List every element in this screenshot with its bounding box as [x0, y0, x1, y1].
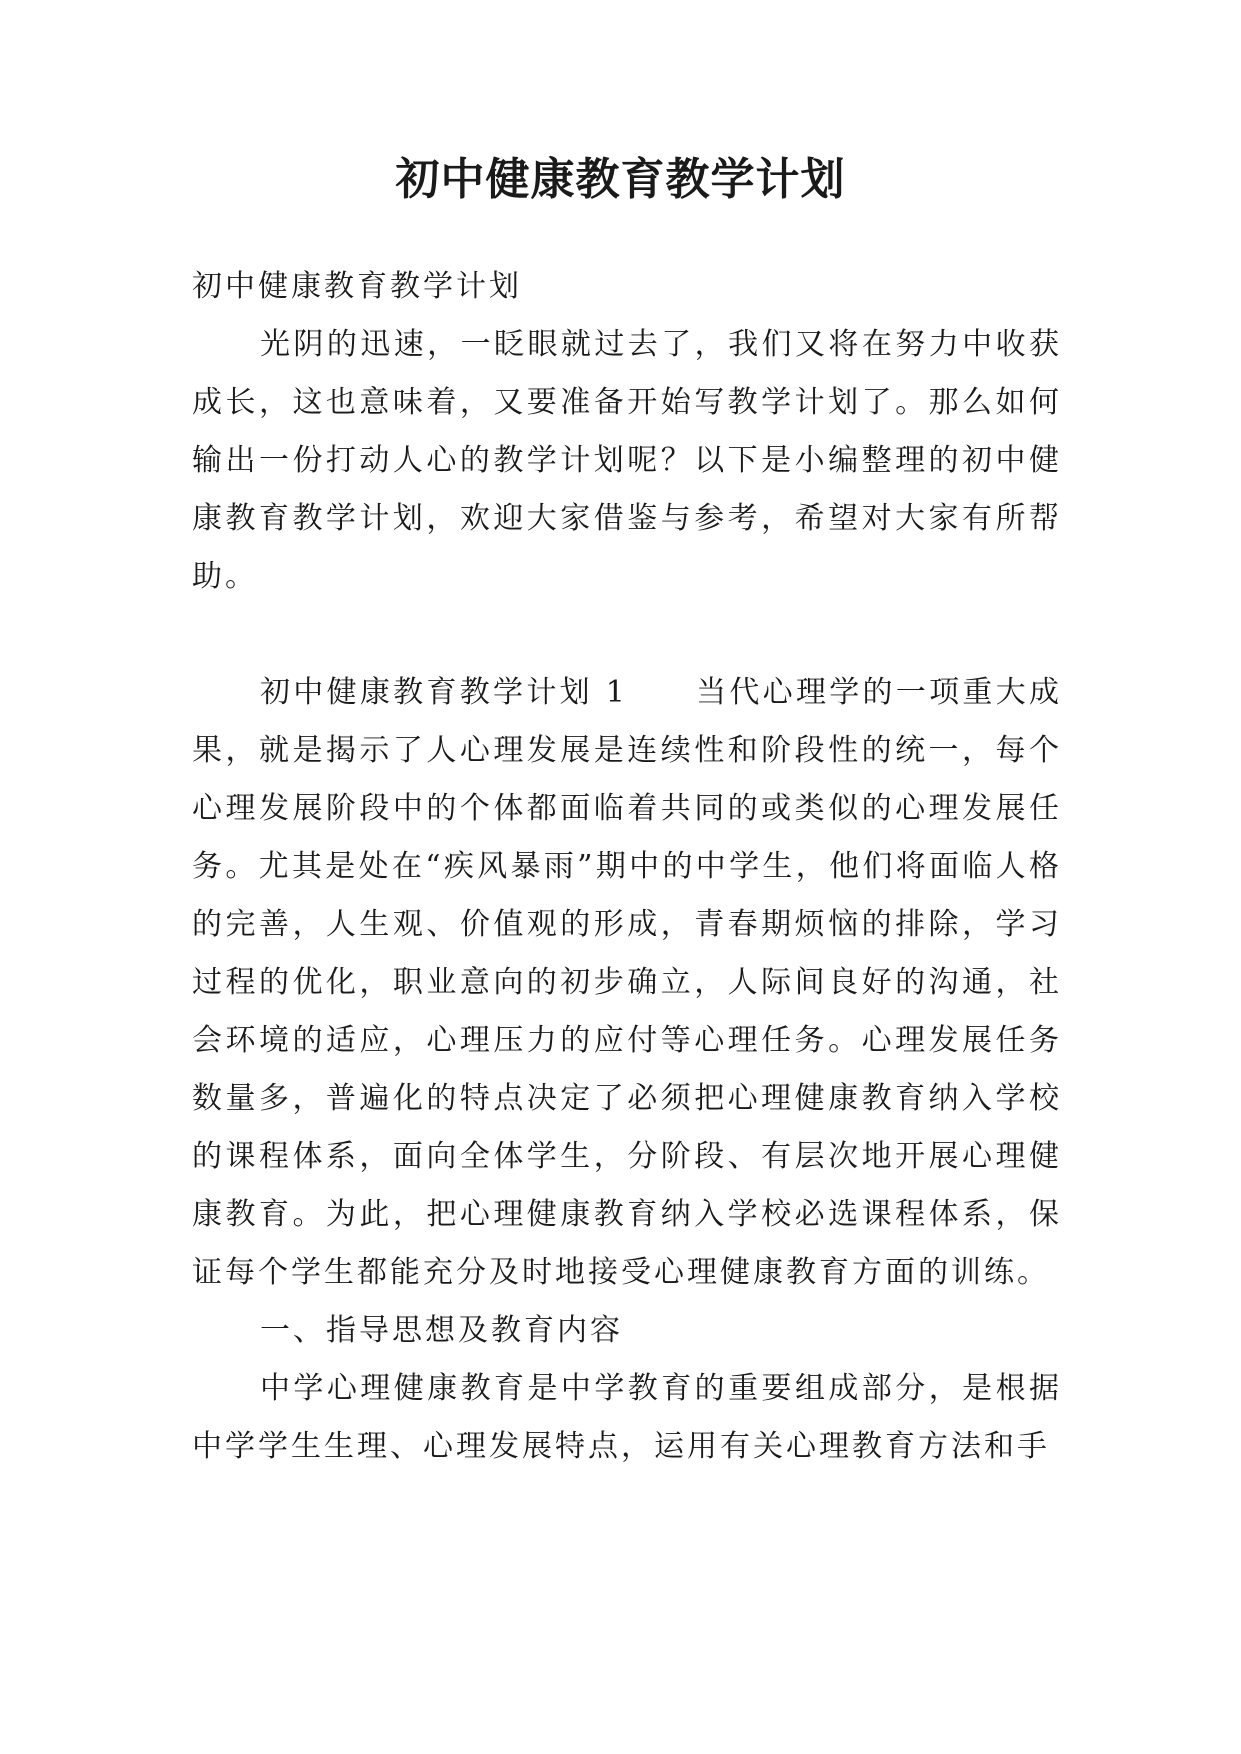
section-1-paragraph [192, 664, 1062, 1302]
document-subtitle: 初中健康教育教学计划 [192, 269, 522, 304]
heading-guiding-ideology: 一、指导思想及教育内容 [260, 1313, 623, 1348]
document-body [192, 258, 1062, 1476]
section-1-heading: 初中健康教育教学计划 1 [260, 675, 628, 710]
document-title: 初中健康教育教学计划 [395, 154, 846, 205]
last-paragraph: 中学心理健康教育是中学教育的重要组成部分，是根据中学学生生理、心理发展特点，运用有关心理教育方法和手 [192, 1371, 1062, 1464]
section-1-body: 当代心理学的一项重大成果，就是揭示了人心理发展是连续性和阶段性的统一，每个心理发展阶段中的个体都面临着共同的或类似的心理发展任务。尤其是处在“疾风暴雨”期中的中学生，他们将面临人格的完善，人生观、价值观的形成，青春期烦恼的排除，学习过程的优化，职业意向的初步确立，人际间良好的沟通，社会环境的适应，心理压力的应付等心理任务。心理发展任务数量多，普遍化的特点决定了必须把心理健康教育纳入学校的课程体系，面向全体学生，分阶段、有层次地开展心理健康教育。为此，把心理健康教育纳入学校必选课程体系，保证每个学生都能充分及时地接受心理健康教育方面的训练。 [192, 675, 1062, 1290]
intro-paragraph: 光阴的迅速，一眨眼就过去了，我们又将在努力中收获成长，这也意味着，又要准备开始写教学计划了。那么如何输出一份打动人心的教学计划呢？以下是小编整理的初中健康教育教学计划，欢迎大家借鉴与参考，希望对大家有所帮助。 [192, 327, 1062, 594]
